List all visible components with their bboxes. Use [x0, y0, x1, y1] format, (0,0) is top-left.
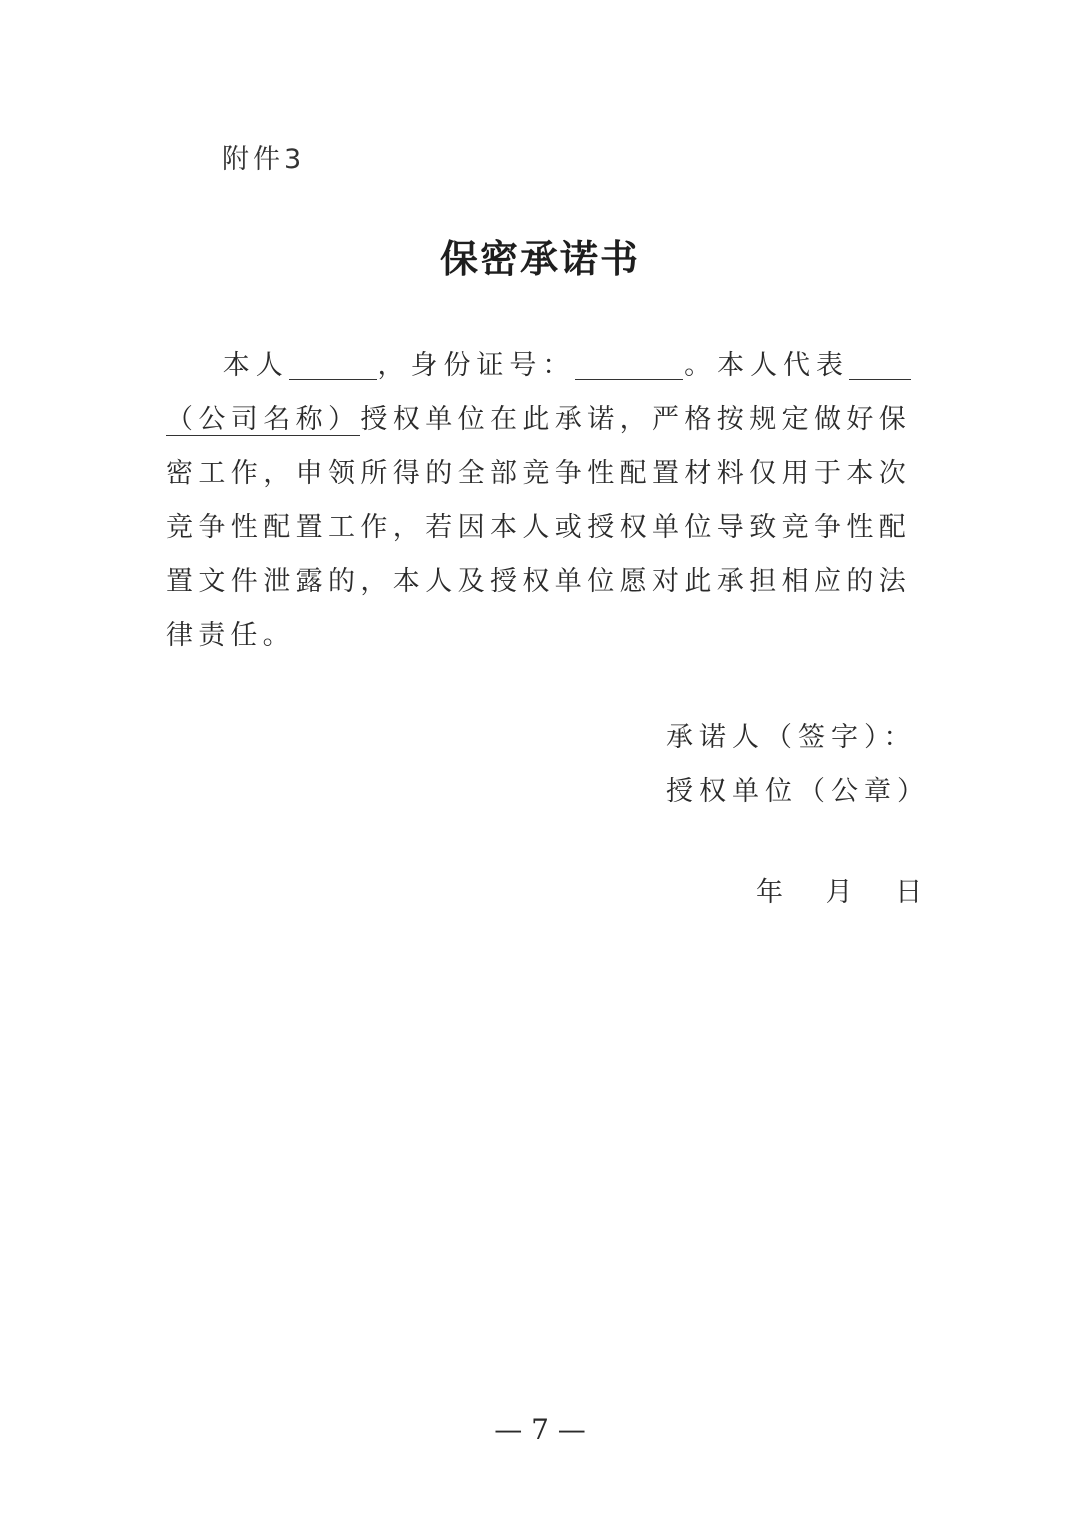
company-blank	[849, 349, 911, 380]
date-day-label: 日	[895, 877, 923, 908]
signature-block	[666, 711, 930, 819]
unit-seal-label: 授权单位（公章）	[666, 776, 930, 807]
paragraph-text-3: 。本人代表	[683, 350, 850, 381]
promisor-signature-label: 承诺人（签字）：	[666, 722, 917, 753]
commitment-paragraph	[166, 339, 911, 663]
attachment-label: 附件3	[222, 144, 306, 175]
date-month-label: 月	[825, 877, 853, 908]
date-line	[756, 870, 922, 909]
id-number-blank	[575, 349, 683, 380]
document-title: 保密承诺书	[439, 237, 640, 281]
paragraph-text-5: 授权单位在此承诺，严格按规定做好保密工作，申领所得的全部竞争性配置材料仅用于本次竞争性配置工作，若因本人或授权单位导致竞争性配置文件泄露的，本人及授权单位愿对此承担相应的法律责任。	[166, 404, 911, 651]
date-year-label: 年	[756, 877, 783, 908]
name-blank	[289, 349, 377, 380]
company-name-label: （公司名称）	[166, 404, 361, 435]
page-number: — 7 —	[494, 1413, 586, 1446]
paragraph-text-1: 本人	[222, 350, 289, 381]
paragraph-text-2: ，身份证号：	[376, 350, 576, 381]
